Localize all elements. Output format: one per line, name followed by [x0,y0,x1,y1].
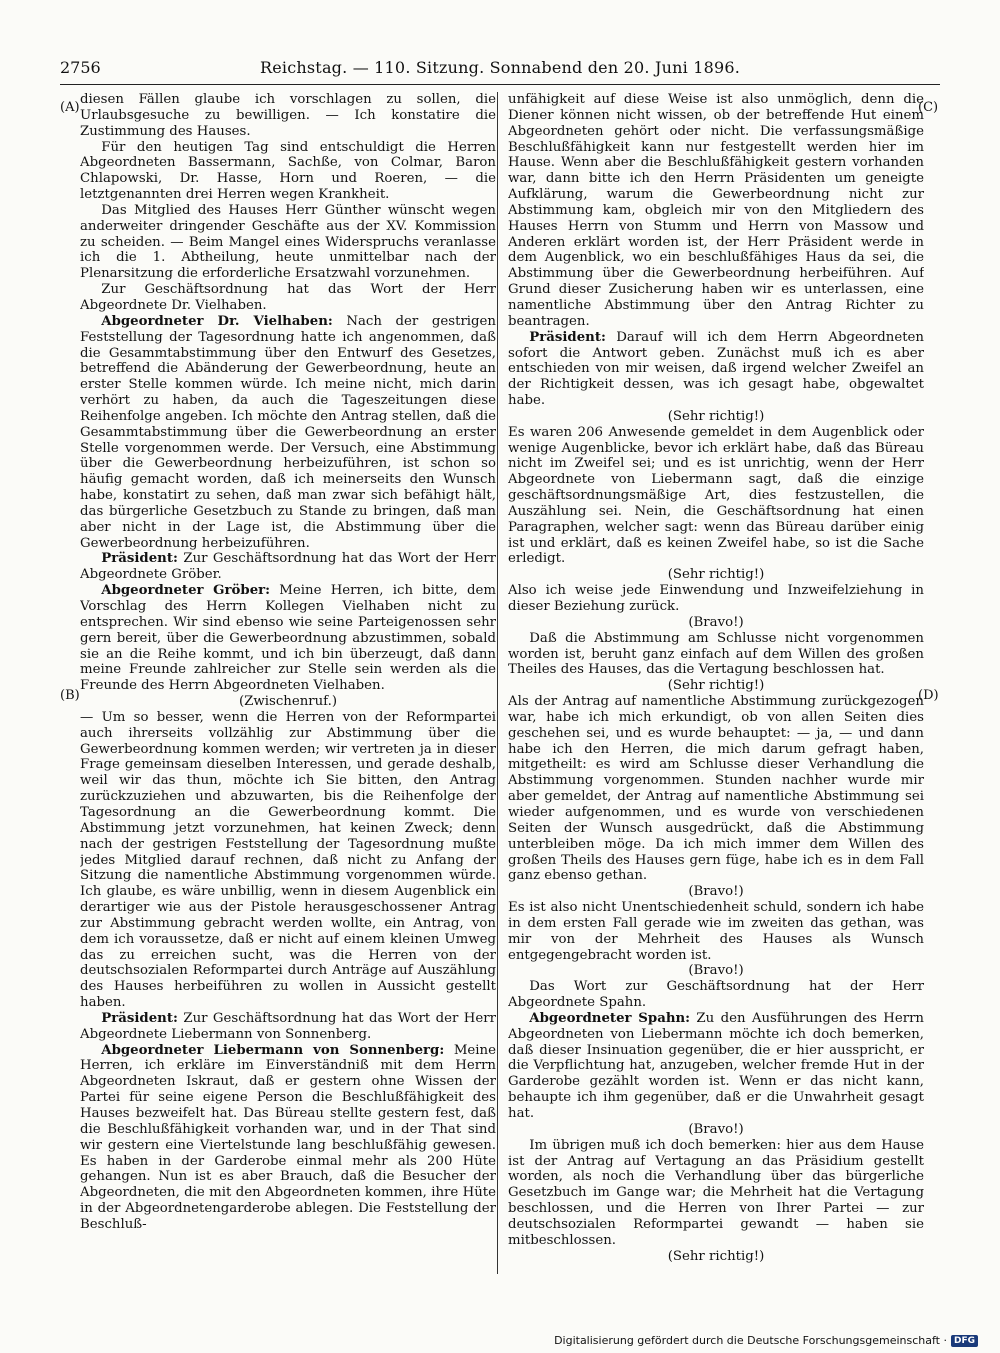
body-paragraph: Im übrigen muß ich doch bemerken: hier aus dem Hause ist der Antrag auf Vertagung an das Präsidium gestellt worden, als noch die Verhandlung über das bürgerliche Gesetzbuch im Gange war; die Mehrheit hat die Vertagung beschlossen, und die Herren von Ihrer Partei — zur deutschsozialen Reformpartei gewandt — haben sie mitbeschlossen. [508,1137,924,1248]
body-paragraph: unfähigkeit auf diese Weise ist also unmöglich, denn die Diener können nicht wissen, ob der betreffende Hut einem Abgeordneten gehört oder nicht. Die verfassungsmäßige Beschlußfähigkeit kann nur festgestellt werden hier im Hause. Wenn aber die Beschlußfähigkeit gestern vorhanden war, dann bitte ich den Herrn Präsidenten um geneigte Aufklärung, warum die Gewerbeordnung nicht zur Abstimmung kam, obgleich mir von den Mitgliedern des Hauses Herrn von Stumm und Herrn von Massow und Anderen erklärt worden ist, der Herr Präsident werde in dem Augenblick, wo ein beschlußfähiges Haus da sei, die Abstimmung über die Gewerbeordnung herbeiführen. Auf Grund dieser Zusicherung haben wir es unterlassen, eine namentliche Abstimmung über den Antrag Richter zu beantragen. [508,92,924,329]
dfg-logo: DFG [951,1335,978,1347]
page-header [60,58,940,80]
speaker-name: Abgeordneter Spahn: [529,1010,691,1026]
interjection: (Bravo!) [688,614,744,630]
speech-paragraph [508,1011,924,1122]
footer [554,1334,978,1347]
speech-paragraph [80,1011,496,1043]
speaker-name: Abgeordneter Dr. Vielhaben: [101,313,333,329]
speech-text: Zu den Ausführungen des Herrn Abgeordneten von Liebermann möchte ich doch bemerken, daß dieser Insinuation gegenüber, die er hier ausspricht, er die Verpflichtung hat, anzugeben, welcher fremde Hut in der Garderobe gezählt worden ist. Wenn er das nicht kann, behaupte ich ihm gegenüber, daß er die Unwahrheit gesagt hat. [508,1010,924,1121]
footer-credit: Digitalisierung gefördert durch die Deutsche Forschungsgemeinschaft · [554,1334,947,1347]
body-paragraph: Also ich weise jede Einwendung und Inzweifelziehung in dieser Beziehung zurück. [508,583,924,614]
column-divider [497,92,498,1274]
margin-marker-a: (A) [60,100,80,115]
body-paragraph: diesen Fällen glaube ich vorschlagen zu sollen, die Urlaubsgesuche zu bewilligen. — Ich konstatire die Zustimmung des Hauses. [80,92,496,139]
speech-text: Nach der gestrigen Feststellung der Tagesordnung hatte ich angenommen, daß die Gesammtabstimmung über den Entwurf des Gesetzes, betreffend die Abänderung der Gewerbeordnung, heute an erster Stelle kommen würde. Ich meine nicht, mich darin verhört zu haben, da auch die Tageszeitungen diese Reihenfolge angeben. Ich möchte den Antrag stellen, daß die Gesammtabstimmung über die Gewerbeordnung an erster Stelle vorgenommen werde. Der Versuch, eine Abstimmung über die Gewerbeordnung herbeizuführen, ist schon so häufig gemacht worden, daß ich meinerseits den Wunsch habe, konstatirt zu sehen, daß man zwar sich befähigt hält, das bürgerliche Gesetzbuch zu Stande zu bringen, daß man aber nicht in der Lage ist, die Abstimmung über die Gewerbeordnung herbeizuführen. [80,313,496,551]
right-column [508,92,924,1272]
speech-text: Darauf will ich dem Herrn Abgeordneten sofort die Antwort geben. Zunächst muß ich es aber entschieden von mir weisen, daß irgend welcher Zweifel an der Richtigkeit dessen, was ich gesagt habe, obgewaltet habe. [508,329,924,409]
interjection: (Sehr richtig!) [667,1248,765,1264]
speaker-name: Präsident: [101,1010,178,1026]
left-column [80,92,496,1272]
margin-marker-d: (D) [918,688,939,703]
speech-paragraph [80,1043,496,1233]
speaker-name: Abgeordneter Gröber: [101,583,271,599]
interjection: (Bravo!) [688,963,744,979]
speech-paragraph [508,330,924,409]
speaker-name: Abgeordneter Liebermann von Sonnenberg: [101,1042,445,1058]
body-paragraph: Daß die Abstimmung am Schlusse nicht vorgenommen worden ist, beruht ganz einfach auf dem Willen des großen Theiles des Hauses, das die Vertagung beschlossen hat. [508,630,924,678]
interjection: (Sehr richtig!) [667,678,765,694]
speech-text: Meine Herren, ich erkläre im Einverständniß mit dem Herrn Abgeordneten Iskraut, daß er gestern ohne Wissen der Partei für seine eigene Person die Beschlußfähigkeit des Hauses bezweifelt hat. Das Büreau stellte gestern fest, daß die Beschlußfähigkeit vorhanden war, und in der That sind wir gestern eine Viertelstunde lang beschlußfähig gewesen. Es haben in der Garderobe einmal mehr als 200 Hüte gehangen. Nun ist es aber Brauch, daß die Besucher der Abgeordneten, die mit den Abgeordneten kommen, ihre Hüte in der Abgeordnetengarderobe ablegen. Die Feststellung der Beschluß- [80,1042,496,1232]
body-paragraph: Als der Antrag auf namentliche Abstimmung zurückgezogen war, habe ich mich erkundigt, ob von allen Seiten dies geschehen sei, und es wurde behauptet: — ja, — und dann habe ich den Herren, die mich darum gefragt haben, mitgetheilt: es wird am Schlusse dieser Verhandlung die Abstimmung vorgenommen. Stunden nachher wurde mir aber gemeldet, der Antrag auf namentliche Abstimmung sei wieder aufgenommen, und es wurde von verschiedenen Seiten der Wunsch ausgedrückt, daß die Abstimmung unterbleiben möge. Da ich mich immer dem Willen des großen Theils des Hauses gern füge, habe ich es in dem Fall ganz ebenso gethan. [508,694,924,884]
body-paragraph: — Um so besser, wenn die Herren von der Reformpartei auch ihrerseits vollzählig zur Abstimmung über die Gewerbeordnung kommen werden; wir vertreten ja in dieser Frage gemeinsam dieselben Interessen, und gerade deshalb, weil wir das thun, möchte ich Sie bitten, den Antrag zurückzuziehen und abzuwarten, bis die Reihenfolge der Tagesordnung an die Gewerbeordnung kommt. Die Abstimmung jetzt vorzunehmen, hat keinen Zweck; denn nach der gestrigen Feststellung der Tagesordnung mußte jedes Mitglied darauf rechnen, daß nicht zu Anfang der Sitzung die namentliche Abstimmung vorgenommen würde. Ich glaube, es wäre unbillig, wenn in diesem Augenblick ein derartiger wie aus der Pistole herausgeschossener Antrag zur Abstimmung gebracht werden wollte, ein Antrag, von dem ich voraussetze, daß er nicht auf einem kleinen Umweg das zu erreichen sucht, was die Herren von der deutschsozialen Reformpartei durch Anträge auf Auszählung des Hauses herbeiführen zu wollen in Aussicht gestellt haben. [80,709,496,1011]
margin-marker-b: (B) [60,688,80,703]
header-rule [60,84,940,85]
body-paragraph: Zur Geschäftsordnung hat das Wort der Herr Abgeordnete Dr. Vielhaben. [80,282,496,313]
body-paragraph: Es waren 206 Anwesende gemeldet in dem Augenblick oder wenige Augenblicke, bevor ich erklärt habe, daß das Büreau nicht im Zweifel sei; und es ist unrichtig, wenn der Herr Abgeordnete von Liebermann sagt, daß die einzige geschäftsordnungsmäßige Art, dies festzustellen, die Auszählung sei. Nein, die Geschäftsordnung hat einen Paragraphen, welcher sagt: wenn das Büreau darüber einig ist und erklärt, daß es keinen Zweifel habe, so ist die Sache erledigt. [508,424,924,567]
running-title: Reichstag. — 110. Sitzung. Sonnabend den 20. Juni 1896. [260,58,740,77]
body-paragraph: Für den heutigen Tag sind entschuldigt die Herren Abgeordneten Bassermann, Sachße, von Colmar, Baron Chlapowski, Dr. Hasse, Horn und Roeren, — die letztgenannten drei Herren wegen Krankheit. [80,139,496,203]
interjection: (Bravo!) [688,884,744,900]
interjection: (Bravo!) [688,1121,744,1137]
margin-marker-c: (C) [918,100,939,115]
speech-paragraph [80,314,496,552]
speech-paragraph [80,583,496,694]
interjection: (Sehr richtig!) [667,567,765,583]
speech-text: Zur Geschäftsordnung hat das Wort der Herr Abgeordnete Gröber. [80,551,496,583]
body-paragraph: Das Wort zur Geschäftsordnung hat der Herr Abgeordnete Spahn. [508,979,924,1011]
body-paragraph: Das Mitglied des Hauses Herr Günther wünscht wegen anderweiter dringender Geschäfte aus der XV. Kommission zu scheiden. — Beim Mangel eines Widerspruchs veranlasse ich die 1. Abtheilung, heute unmittelbar nach der Plenarsitzung die erforderliche Ersatzwahl vorzunehmen. [80,202,496,282]
interjection: (Sehr richtig!) [667,408,765,424]
interjection: (Zwischenruf.) [238,694,338,710]
page-number: 2756 [60,58,101,77]
speaker-name: Präsident: [529,329,606,345]
speech-text: Meine Herren, ich bitte, dem Vorschlag des Herrn Kollegen Vielhaben nicht zu entsprechen. Wir sind ebenso wie seine Parteigenossen sehr gern bereit, über die Gewerbeordnung abzustimmen, sobald sie an die Reihe kommt, und ich bin überzeugt, daß dann meine Freunde zahlreicher zur Stelle sein werden als die Freunde des Herrn Abgeordneten Vielhaben. [80,583,496,694]
speaker-name: Präsident: [101,551,178,567]
speech-paragraph [80,551,496,583]
speech-text: Zur Geschäftsordnung hat das Wort der Herr Abgeordnete Liebermann von Sonnenberg. [80,1010,496,1042]
body-paragraph: Es ist also nicht Unentschiedenheit schuld, sondern ich habe in dem ersten Fall gerade wie im zweiten das gethan, was mir von der Mehrheit des Hauses als Wunsch entgegengebracht worden ist. [508,900,924,963]
